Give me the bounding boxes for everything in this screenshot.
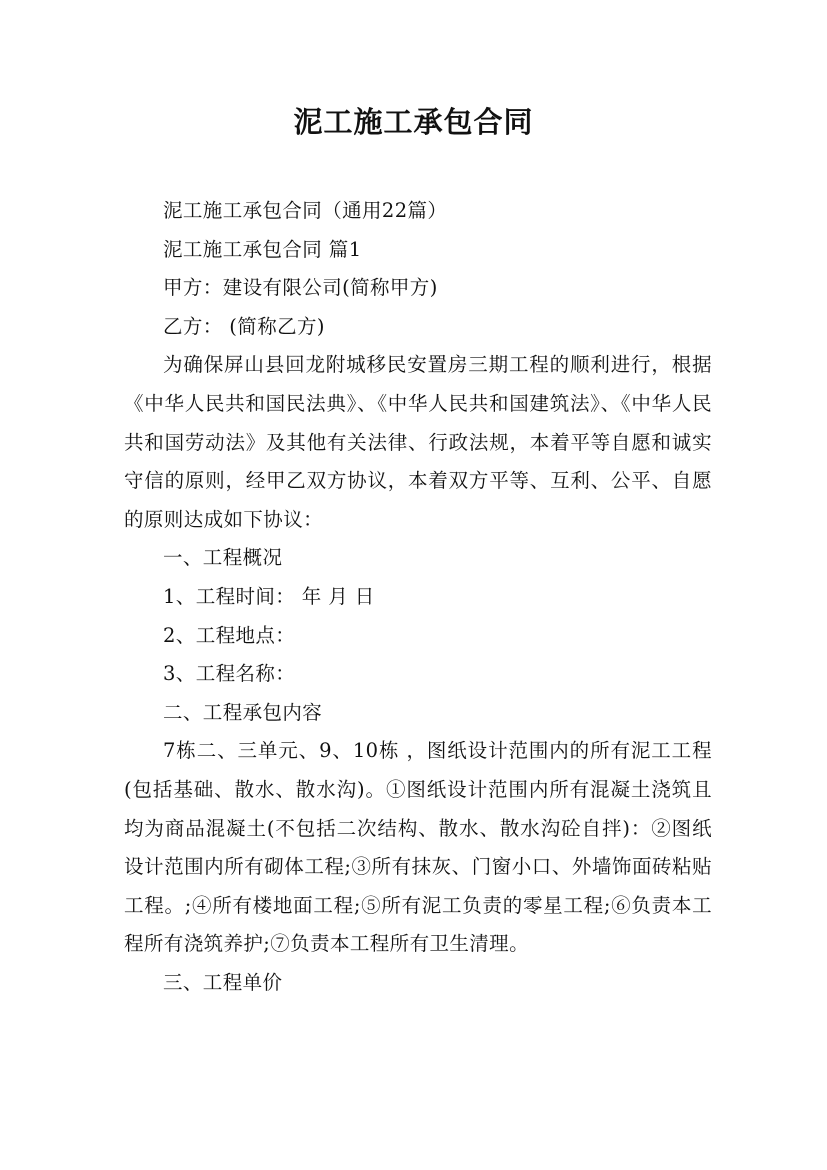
paragraph-project-time: 1、工程时间： 年 月 日 [163, 584, 375, 608]
paragraph-party-a: 甲方：建设有限公司(简称甲方) [163, 276, 438, 300]
paragraph-project-name: 3、工程名称： [163, 662, 296, 686]
section-heading-overview: 一、工程概况 [163, 546, 283, 570]
paragraph-scope-details: 7栋二、三单元、9、10栋 ，图纸设计范围内的所有泥工工程(包括基础、散水、散水沟)。①图纸设计范围内所有混凝土浇筑且均为商品混凝土(不包括二次结构、散水、散水沟砼自拌)：②图纸设计范围内所有砌体工程;③所有抹灰、门窗小口、外墙饰面砖粘贴工程。;④所有楼地面工程;⑤所有泥工负责的零星工程;⑥负责本工程所有浇筑养护;⑦负责本工程所有卫生清理。 [124, 739, 712, 956]
paragraph-article-number: 泥工施工承包合同 篇1 [163, 237, 362, 261]
paragraph-preamble: 为确保屏山县回龙附城移民安置房三期工程的顺利进行，根据《中华人民共和国民法典》、《中华人民共和国建筑法》、《中华人民共和国劳动法》及其他有关法律、行政法规，本着平等自愿和诚实守信的原则，经甲乙双方协议，本着双方平等、互利、公平、自愿的原则达成如下协议： [124, 353, 712, 531]
section-heading-scope: 二、工程承包内容 [163, 700, 323, 724]
paragraph-party-b: 乙方： (简称乙方) [163, 314, 325, 338]
section-heading-unit-price: 三、工程单价 [163, 970, 283, 994]
paragraph-heading: 泥工施工承包合同（通用22篇） [163, 199, 448, 222]
document-body [124, 192, 712, 1002]
paragraph-project-location: 2、工程地点： [163, 623, 296, 647]
document-title: 泥工施工承包合同 [293, 105, 534, 139]
